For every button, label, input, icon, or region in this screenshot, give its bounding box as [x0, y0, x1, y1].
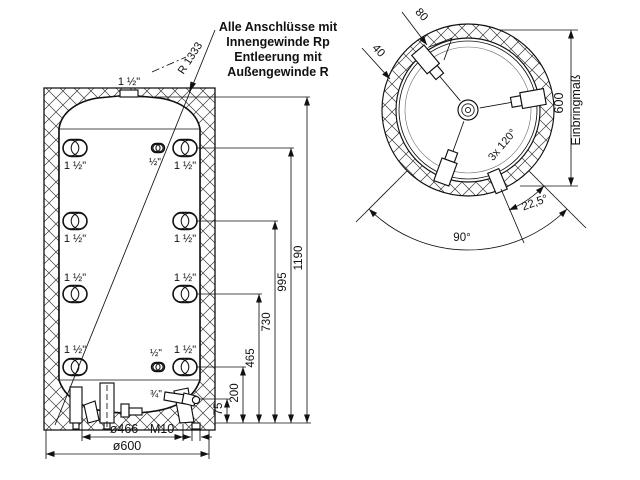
top-view — [356, 6, 586, 250]
port-connection — [63, 213, 87, 230]
note-line-1: Alle Anschlüsse mit — [218, 20, 338, 34]
port-connection — [173, 213, 197, 230]
height-dim-730: 730 — [261, 312, 273, 332]
angle-22-5-label: 22,5° — [520, 192, 550, 214]
einbringmass-label: Einbringmaß — [569, 74, 583, 146]
port-label: 1 ½" — [173, 344, 197, 356]
radius-dim-label: R 1333 — [175, 40, 206, 77]
top-port — [120, 90, 138, 97]
small-port — [152, 144, 165, 153]
dim-600-label: 600 — [552, 92, 566, 114]
leg-pattern-label: 3x 120° — [486, 126, 520, 164]
height-dim-200: 200 — [229, 383, 241, 403]
height-dim-75: 75 — [213, 402, 225, 416]
small-port — [152, 363, 165, 372]
width-dim-466: ø466 — [109, 422, 139, 436]
port-label: ½" — [150, 348, 162, 359]
height-dim-1190: 1190 — [293, 245, 305, 271]
port-label: 1 ½" — [173, 233, 197, 245]
height-dim-465: 465 — [245, 348, 257, 368]
port-connection — [63, 140, 87, 157]
port-label: 1 ½" — [63, 344, 87, 356]
tank-foot — [434, 119, 472, 186]
center-hub — [458, 100, 478, 120]
drain-label: ¾" — [150, 389, 162, 400]
note-line-2: Innengewinde Rp — [226, 35, 330, 49]
front-view — [44, 30, 311, 459]
insulation-ring — [382, 24, 554, 196]
port-label: 1 ½" — [173, 272, 197, 284]
port-connection — [173, 286, 197, 303]
port-label: 1 ½" — [173, 160, 197, 172]
offset-dim-40: 40 — [369, 42, 387, 60]
tank-foot — [478, 89, 546, 116]
port-label: 1 ½" — [63, 233, 87, 245]
width-dim-600: ø600 — [112, 439, 142, 453]
angle-90-label: 90° — [453, 232, 471, 244]
note-line-4: Außengewinde R — [227, 65, 329, 79]
port-connection — [173, 359, 197, 376]
port-connection — [63, 286, 87, 303]
port-label: 1 ½" — [63, 160, 87, 172]
notes-block — [219, 20, 338, 79]
offset-dim-80: 80 — [412, 6, 430, 24]
width-dim-m10: M10 — [149, 422, 175, 436]
top-port-label: 1 ½" — [117, 76, 141, 88]
height-dim-995: 995 — [277, 272, 289, 292]
port-label: 1 ½" — [63, 272, 87, 284]
note-line-3: Entleerung mit — [234, 50, 322, 64]
port-label: ½" — [149, 157, 161, 168]
port-connection — [63, 359, 87, 376]
port-connection — [173, 140, 197, 157]
